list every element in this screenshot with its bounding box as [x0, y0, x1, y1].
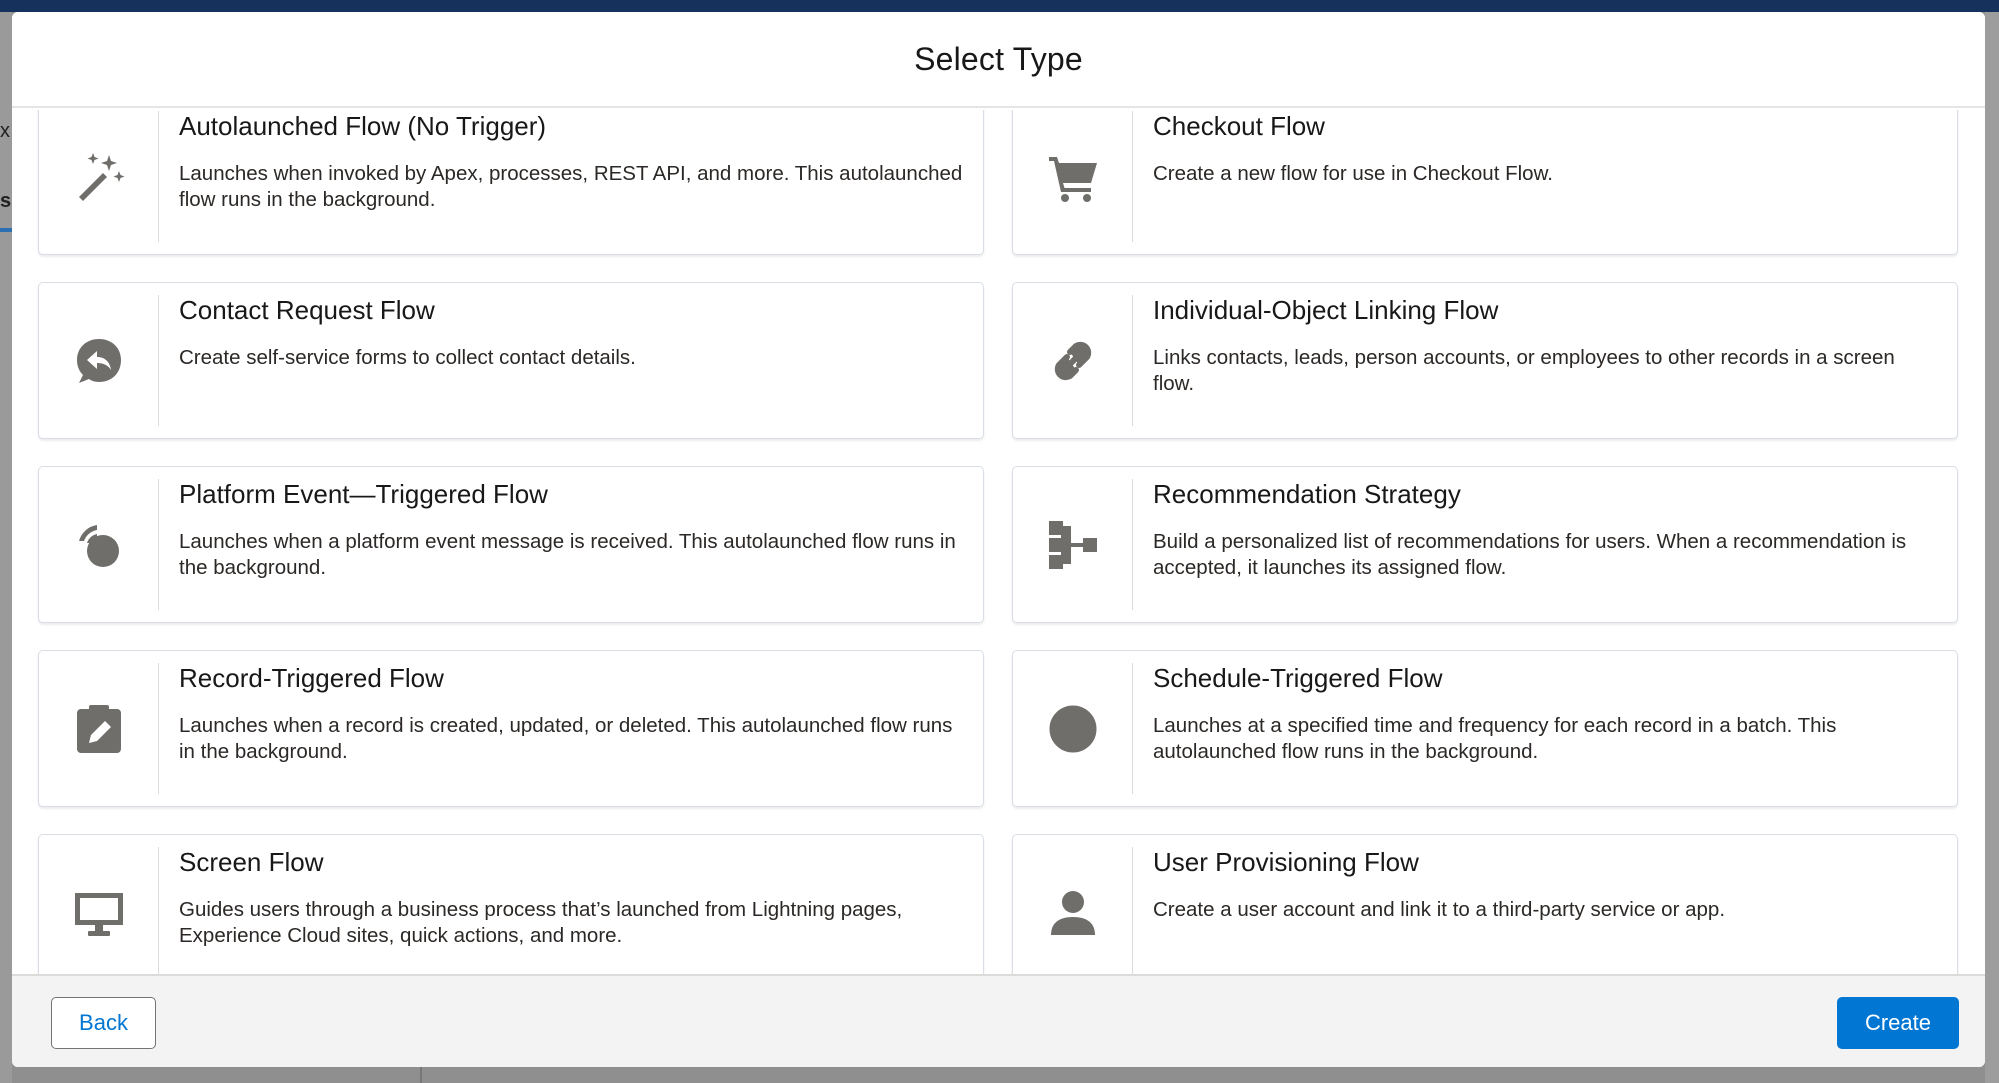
background-text-fragment: x [0, 120, 10, 142]
flow-type-card-record-triggered[interactable] [38, 650, 984, 807]
select-type-modal [12, 12, 1985, 1067]
card-description: Launches when a record is created, updated, or deleted. This autolaunched flow runs in the background. [179, 714, 953, 763]
card-title: User Provisioning Flow [1153, 847, 1419, 877]
card-title: Platform Event—Triggered Flow [179, 479, 548, 509]
magic-wand-icon [39, 110, 159, 254]
card-title: Contact Request Flow [179, 295, 435, 325]
modal-header [12, 12, 1985, 108]
desktop-icon [39, 835, 159, 986]
flow-type-grid [38, 110, 1958, 986]
platform-event-icon [39, 467, 159, 622]
modal-body[interactable] [12, 110, 1985, 986]
background-tab-fragment: s [0, 190, 12, 212]
card-description: Guides users through a business process that’s launched from Lightning pages, Experience Cloud sites, quick actions, and more. [179, 898, 903, 947]
flow-type-card-platform-event[interactable] [38, 466, 984, 623]
card-description: Create a user account and link it to a third-party service or app. [1153, 898, 1726, 921]
background-left-panel [0, 12, 12, 1083]
cart-icon [1013, 110, 1133, 254]
background-right-panel [1985, 12, 1999, 1083]
card-title: Autolaunched Flow (No Trigger) [179, 111, 547, 141]
flow-type-card-autolaunched[interactable] [38, 110, 984, 255]
flow-type-card-screen-flow[interactable] [38, 834, 984, 986]
back-button[interactable]: Back [51, 997, 156, 1049]
card-title: Checkout Flow [1153, 111, 1325, 141]
user-icon [1013, 835, 1133, 986]
record-update-icon [39, 651, 159, 806]
flow-type-card-user-provisioning[interactable] [1012, 834, 1958, 986]
clock-icon [1013, 651, 1133, 806]
create-button[interactable]: Create [1837, 997, 1959, 1049]
flow-type-card-contact-request[interactable] [38, 282, 984, 439]
card-title: Schedule-Triggered Flow [1153, 663, 1443, 693]
flow-type-card-individual-object-linking[interactable] [1012, 282, 1958, 439]
card-description: Launches when invoked by Apex, processes, REST API, and more. This autolaunched flow runs in the background. [179, 162, 963, 211]
modal-title: Select Type [914, 40, 1083, 77]
card-title: Individual-Object Linking Flow [1153, 295, 1499, 325]
card-description: Launches at a specified time and frequency for each record in a batch. This autolaunched flow runs in the background. [1153, 714, 1837, 763]
card-title: Screen Flow [179, 847, 324, 877]
contact-request-icon [39, 283, 159, 438]
card-description: Launches when a platform event message is received. This autolaunched flow runs in the background. [179, 530, 956, 579]
app-header-bar [0, 0, 1999, 12]
background-divider [420, 1067, 422, 1083]
modal-footer [12, 974, 1985, 1067]
flow-type-card-schedule-triggered[interactable] [1012, 650, 1958, 807]
background-active-tab-indicator [0, 228, 12, 232]
flow-type-card-checkout[interactable] [1012, 110, 1958, 255]
strategy-icon [1013, 467, 1133, 622]
card-description: Links contacts, leads, person accounts, or employees to other records in a screen flow. [1153, 346, 1895, 395]
card-title: Recommendation Strategy [1153, 479, 1461, 509]
card-title: Record-Triggered Flow [179, 663, 444, 693]
card-description: Create self-service forms to collect contact details. [179, 346, 636, 369]
flow-type-card-recommendation-strategy[interactable] [1012, 466, 1958, 623]
card-description: Build a personalized list of recommendations for users. When a recommendation is accepted, it launches its assigned flow. [1153, 530, 1907, 579]
card-description: Create a new flow for use in Checkout Flow. [1153, 162, 1553, 185]
link-icon [1013, 283, 1133, 438]
